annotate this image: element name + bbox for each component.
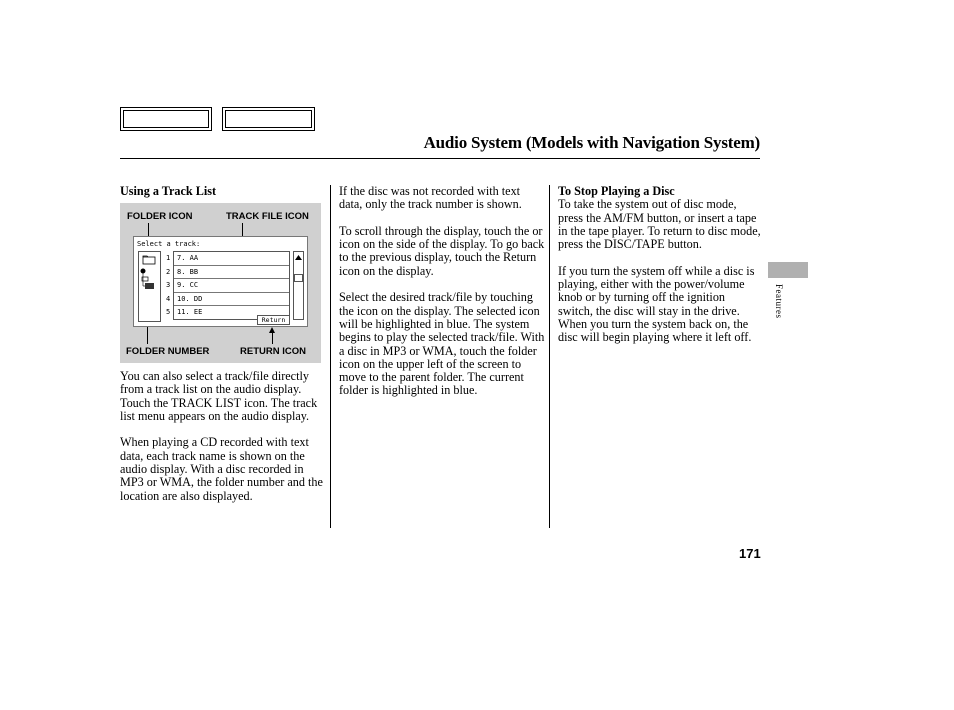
page-title: Audio System (Models with Navigation System) — [423, 133, 760, 152]
paragraph: If the disc was not recorded with text data, only the track number is shown. — [339, 184, 522, 212]
nav-box-left — [120, 107, 212, 131]
screen-title: Select a track: — [137, 240, 201, 248]
track-file-icon[interactable]: 8. BB — [177, 267, 199, 276]
column-2 — [339, 185, 546, 411]
callout-track-file-icon: TRACK FILE ICON — [226, 211, 309, 222]
column-1-body — [120, 370, 325, 516]
paragraph: To scroll through the display, touch the or icon on the side of the display. To go back to the previous display, touch the Return icon on the display. — [339, 223, 545, 278]
folder-icon[interactable] — [139, 254, 160, 266]
track-row[interactable] — [166, 293, 289, 307]
folder-tree-icon — [139, 268, 160, 308]
scrollbar[interactable] — [293, 251, 304, 320]
track-file-icon[interactable]: 11. EE — [177, 308, 203, 316]
track-list — [166, 251, 290, 320]
callout-return-icon: RETURN ICON — [240, 346, 306, 357]
audio-display-screen — [133, 236, 308, 327]
return-button[interactable] — [257, 315, 290, 325]
folder-column — [138, 251, 161, 322]
track-file-icon[interactable]: 10. DD — [177, 294, 203, 303]
section-heading-stop-disc: To Stop Playing a Disc — [558, 184, 675, 198]
return-label: Return — [261, 316, 286, 324]
track-row-number: 2 — [166, 267, 171, 276]
callout-folder-icon: FOLDER ICON — [127, 211, 193, 222]
nav-box-right — [222, 107, 315, 131]
column-3 — [558, 185, 762, 358]
scroll-up-icon[interactable] — [294, 253, 303, 262]
track-row[interactable] — [166, 252, 289, 266]
paragraph: Select the desired track/file by touching the icon on the display. The selected icon will be highlighted in blue. The system begins to play the selected track/file. With a disc in MP3 or WMA, touch the folder icon on the upper left of the screen to move to the parent folder. The current folder is highlighted in blue. — [339, 290, 545, 398]
arrow-return-icon — [269, 327, 275, 333]
page-number: 171 — [739, 546, 761, 561]
track-row-number: 5 — [166, 308, 171, 316]
column-divider — [330, 185, 331, 528]
track-row-number: 1 — [166, 254, 171, 262]
callout-folder-number: FOLDER NUMBER — [126, 346, 210, 357]
section-tab — [768, 262, 808, 278]
paragraph: You can also select a track/file directly from a track list on the audio display. Touch the TRACK LIST icon. The track list menu appears on the audio display. — [120, 369, 318, 423]
paragraph: When playing a CD recorded with text data, each track name is shown on the audio display. With a disc recorded in MP3 or WMA, the folder number and the location are also displayed. — [120, 435, 323, 503]
section-tab-label: Features — [774, 284, 784, 319]
track-row[interactable] — [166, 279, 289, 293]
column-divider — [549, 185, 550, 528]
track-list-figure — [120, 203, 321, 363]
track-row-number: 3 — [166, 281, 171, 289]
scroll-thumb[interactable] — [294, 274, 303, 282]
paragraph: To take the system out of disc mode, press the AM/FM button, or insert a tape in the tape player. To return to disc mode, press the DISC/TAPE button. — [558, 197, 761, 252]
track-file-icon[interactable]: 7. AA — [177, 254, 199, 262]
paragraph: If you turn the system off while a disc is playing, either with the power/volume knob or by turning off the ignition switch, the disc will stay in the drive. When you turn the system back on, the disc will begin playing where it left off. — [558, 263, 755, 345]
track-row-number: 4 — [166, 294, 171, 303]
track-row[interactable] — [166, 266, 289, 280]
title-rule — [120, 158, 760, 159]
track-file-icon[interactable]: 9. CC — [177, 281, 199, 289]
column-1 — [120, 185, 325, 198]
section-heading-track-list: Using a Track List — [120, 184, 217, 198]
